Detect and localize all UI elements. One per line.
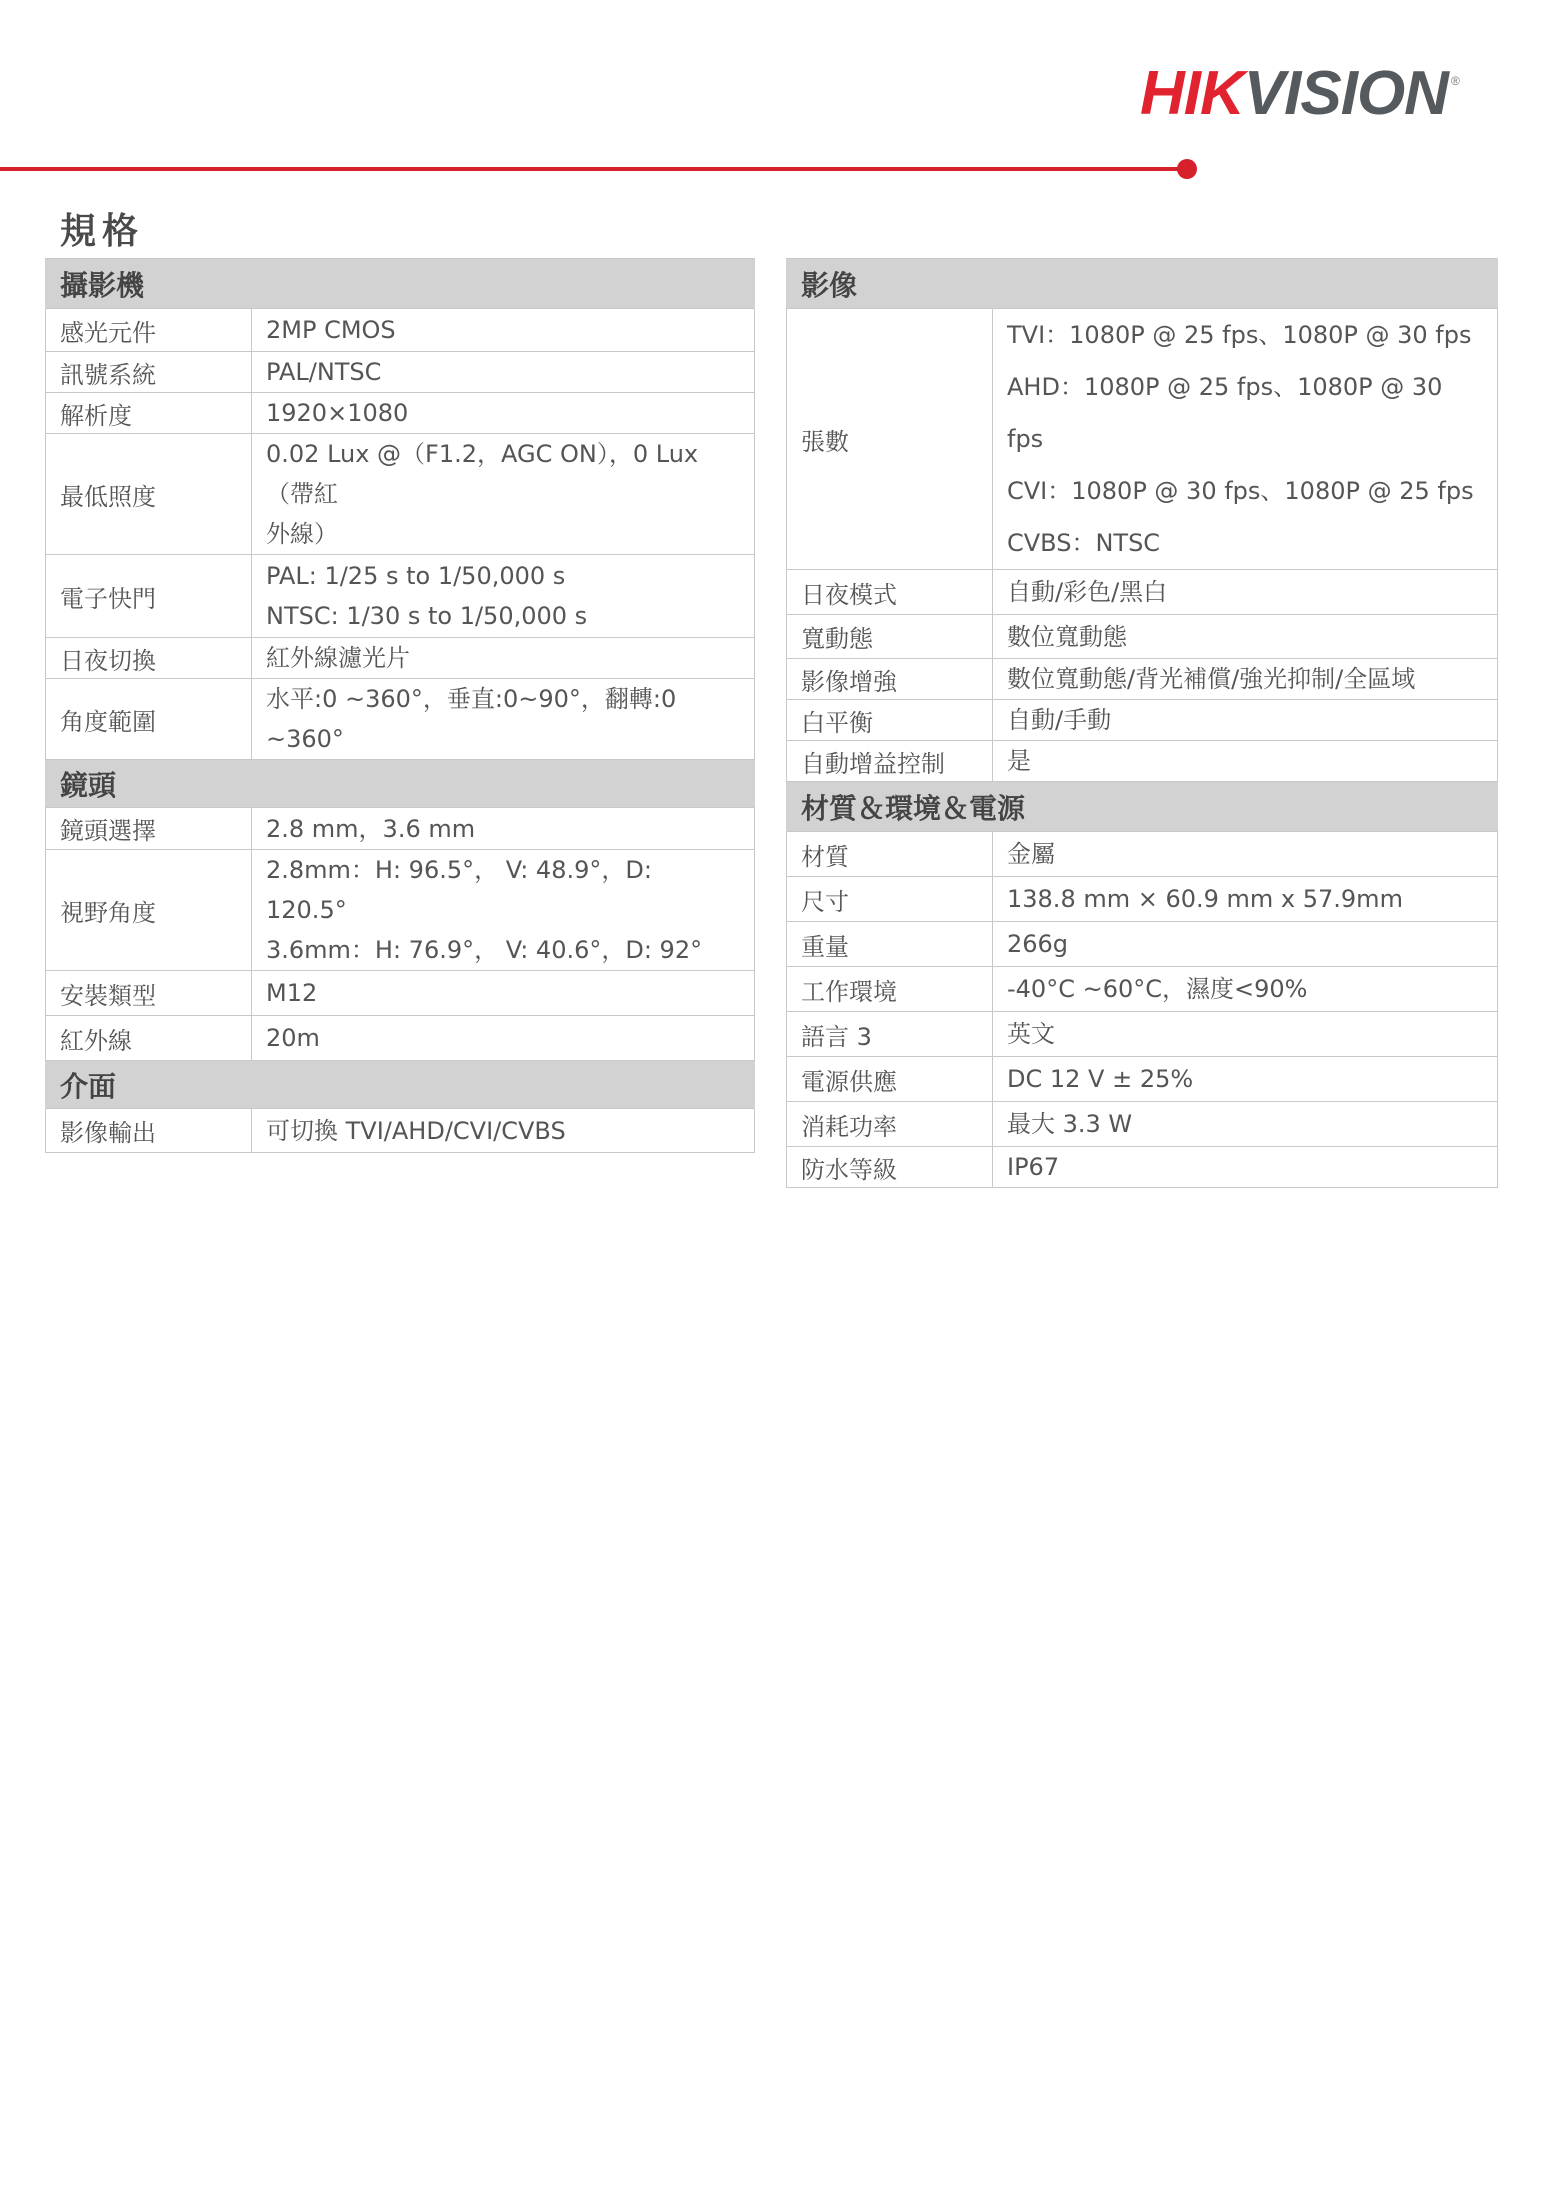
spec-row bbox=[787, 922, 1498, 967]
spec-value bbox=[993, 1057, 1498, 1102]
spec-value-line: 金屬 bbox=[1007, 840, 1055, 868]
spec-value bbox=[252, 850, 755, 971]
section-title: 材質＆環境＆電源 bbox=[787, 782, 1498, 832]
spec-value-line: 數位寬動態/背光補償/強光抑制/全區域 bbox=[1007, 665, 1416, 693]
left-table-body bbox=[46, 259, 755, 1153]
spec-value-line: PAL/NTSC bbox=[266, 358, 382, 386]
spec-value bbox=[252, 309, 755, 352]
spec-value bbox=[993, 1147, 1498, 1188]
page-title: 規格 bbox=[60, 211, 145, 252]
spec-key: 白平衡 bbox=[787, 700, 993, 741]
spec-value bbox=[252, 1016, 755, 1061]
spec-value bbox=[252, 971, 755, 1016]
spec-value-line: 最大 3.3 W bbox=[1007, 1110, 1133, 1138]
spec-row bbox=[787, 1147, 1498, 1188]
spec-row bbox=[46, 971, 755, 1016]
hikvision-logo bbox=[1140, 58, 1520, 130]
section-header-image bbox=[787, 259, 1498, 309]
spec-value-line: 紅外線濾光片 bbox=[266, 644, 410, 672]
spec-value-line: M12 bbox=[266, 979, 318, 1007]
spec-key: 防水等級 bbox=[787, 1147, 993, 1188]
spec-key: 紅外線 bbox=[46, 1016, 252, 1061]
section-header-lens bbox=[46, 760, 755, 808]
spec-row bbox=[787, 741, 1498, 782]
spec-value-line: NTSC: 1/30 s to 1/50,000 s bbox=[266, 602, 588, 630]
section-title: 攝影機 bbox=[46, 259, 755, 309]
spec-value-line: AHD：1080P @ 25 fps、1080P @ 30 fps bbox=[1007, 373, 1443, 453]
spec-row bbox=[46, 1016, 755, 1061]
spec-value bbox=[993, 570, 1498, 615]
spec-value-line: DC 12 V ± 25% bbox=[1007, 1065, 1194, 1093]
spec-row bbox=[46, 808, 755, 850]
spec-value bbox=[252, 555, 755, 638]
spec-key: 張數 bbox=[787, 309, 993, 570]
section-title: 鏡頭 bbox=[46, 760, 755, 808]
spec-row bbox=[46, 850, 755, 971]
spec-table-right bbox=[786, 258, 1498, 1188]
spec-value bbox=[252, 808, 755, 850]
spec-value bbox=[252, 1109, 755, 1153]
spec-value bbox=[993, 659, 1498, 700]
spec-row bbox=[46, 309, 755, 352]
spec-key: 材質 bbox=[787, 832, 993, 877]
spec-value bbox=[252, 352, 755, 393]
spec-value-line: 138.8 mm × 60.9 mm x 57.9mm bbox=[1007, 885, 1403, 913]
spec-value bbox=[993, 615, 1498, 659]
spec-value-line: 自動/彩色/黑白 bbox=[1007, 578, 1168, 606]
spec-key: 自動增益控制 bbox=[787, 741, 993, 782]
logo-registered-mark: ® bbox=[1450, 74, 1459, 88]
spec-row bbox=[46, 555, 755, 638]
spec-value-line: 3.6mm：H: 76.9°， V: 40.6°，D: 92° bbox=[266, 936, 703, 964]
spec-value bbox=[993, 922, 1498, 967]
spec-row bbox=[46, 638, 755, 679]
spec-row bbox=[46, 393, 755, 434]
spec-key: 消耗功率 bbox=[787, 1102, 993, 1147]
spec-value-line: 數位寬動態 bbox=[1007, 622, 1127, 651]
spec-value-line: TVI：1080P @ 25 fps、1080P @ 30 fps bbox=[1007, 321, 1472, 349]
spec-value bbox=[993, 1102, 1498, 1147]
section-title: 影像 bbox=[787, 259, 1498, 309]
spec-value-line: 水平:0 ~360°，垂直:0~90°，翻轉:0 ~360° bbox=[266, 685, 677, 753]
spec-value bbox=[993, 832, 1498, 877]
spec-row bbox=[787, 877, 1498, 922]
spec-value bbox=[993, 877, 1498, 922]
spec-key: 最低照度 bbox=[46, 434, 252, 555]
spec-value-line: 可切換 TVI/AHD/CVI/CVBS bbox=[266, 1116, 566, 1145]
spec-key: 視野角度 bbox=[46, 850, 252, 971]
spec-value-line: PAL: 1/25 s to 1/50,000 s bbox=[266, 562, 566, 590]
spec-row bbox=[787, 309, 1498, 570]
spec-row bbox=[46, 1109, 755, 1153]
spec-value-line: 0.02 Lux @（F1.2，AGC ON），0 Lux（帶紅 bbox=[266, 440, 699, 508]
header-red-line bbox=[0, 167, 1180, 171]
spec-table-left bbox=[45, 258, 755, 1153]
spec-value-line: IP67 bbox=[1007, 1153, 1060, 1181]
spec-row bbox=[787, 1057, 1498, 1102]
spec-value-line: 自動/手動 bbox=[1007, 706, 1112, 734]
spec-value bbox=[252, 638, 755, 679]
spec-key: 鏡頭選擇 bbox=[46, 808, 252, 850]
section-header-material bbox=[787, 782, 1498, 832]
spec-key: 語言 3 bbox=[787, 1012, 993, 1057]
spec-value-line: 266g bbox=[1007, 930, 1069, 958]
logo-hik: HIK bbox=[1140, 59, 1244, 128]
spec-row bbox=[46, 352, 755, 393]
logo-vision: VISION bbox=[1243, 59, 1448, 128]
spec-key: 日夜切換 bbox=[46, 638, 252, 679]
spec-key: 電子快門 bbox=[46, 555, 252, 638]
spec-key: 日夜模式 bbox=[787, 570, 993, 615]
spec-row bbox=[46, 434, 755, 555]
spec-value-line: 2.8 mm，3.6 mm bbox=[266, 814, 476, 843]
spec-value-line: -40°C ~60°C，濕度<90% bbox=[1007, 975, 1308, 1003]
section-title: 介面 bbox=[46, 1061, 755, 1109]
spec-value bbox=[252, 393, 755, 434]
spec-row bbox=[787, 1012, 1498, 1057]
spec-value-line: CVBS：NTSC bbox=[1007, 529, 1161, 557]
spec-key: 解析度 bbox=[46, 393, 252, 434]
spec-key: 工作環境 bbox=[787, 967, 993, 1012]
spec-key: 感光元件 bbox=[46, 309, 252, 352]
spec-value bbox=[252, 679, 755, 760]
spec-value-line: 2MP CMOS bbox=[266, 316, 396, 344]
section-header-camera bbox=[46, 259, 755, 309]
right-table-body bbox=[787, 259, 1498, 1188]
spec-key: 尺寸 bbox=[787, 877, 993, 922]
spec-key: 安裝類型 bbox=[46, 971, 252, 1016]
spec-value-line: 是 bbox=[1007, 747, 1031, 775]
spec-key: 重量 bbox=[787, 922, 993, 967]
spec-key: 訊號系統 bbox=[46, 352, 252, 393]
spec-row bbox=[787, 1102, 1498, 1147]
spec-row bbox=[787, 615, 1498, 659]
spec-value-line: CVI：1080P @ 30 fps、1080P @ 25 fps bbox=[1007, 477, 1474, 505]
spec-value-line: 20m bbox=[266, 1024, 320, 1052]
spec-row bbox=[787, 570, 1498, 615]
spec-row bbox=[787, 659, 1498, 700]
spec-key: 影像輸出 bbox=[46, 1109, 252, 1153]
spec-value bbox=[993, 741, 1498, 782]
spec-key: 寬動態 bbox=[787, 615, 993, 659]
spec-value-line: 1920×1080 bbox=[266, 399, 409, 427]
spec-value bbox=[993, 1012, 1498, 1057]
spec-value bbox=[252, 434, 755, 555]
spec-row bbox=[787, 967, 1498, 1012]
spec-key: 電源供應 bbox=[787, 1057, 993, 1102]
spec-key: 影像增強 bbox=[787, 659, 993, 700]
section-header-interface bbox=[46, 1061, 755, 1109]
spec-row bbox=[787, 700, 1498, 741]
spec-row bbox=[46, 679, 755, 760]
spec-value-line: 英文 bbox=[1007, 1020, 1055, 1048]
spec-key: 角度範圍 bbox=[46, 679, 252, 760]
spec-row bbox=[787, 832, 1498, 877]
header-red-dot bbox=[1177, 159, 1197, 179]
spec-value bbox=[993, 967, 1498, 1012]
spec-value bbox=[993, 309, 1498, 570]
spec-value-line: 外線） bbox=[266, 520, 338, 548]
spec-value bbox=[993, 700, 1498, 741]
spec-value-line: 2.8mm：H: 96.5°， V: 48.9°，D: 120.5° bbox=[266, 856, 652, 924]
